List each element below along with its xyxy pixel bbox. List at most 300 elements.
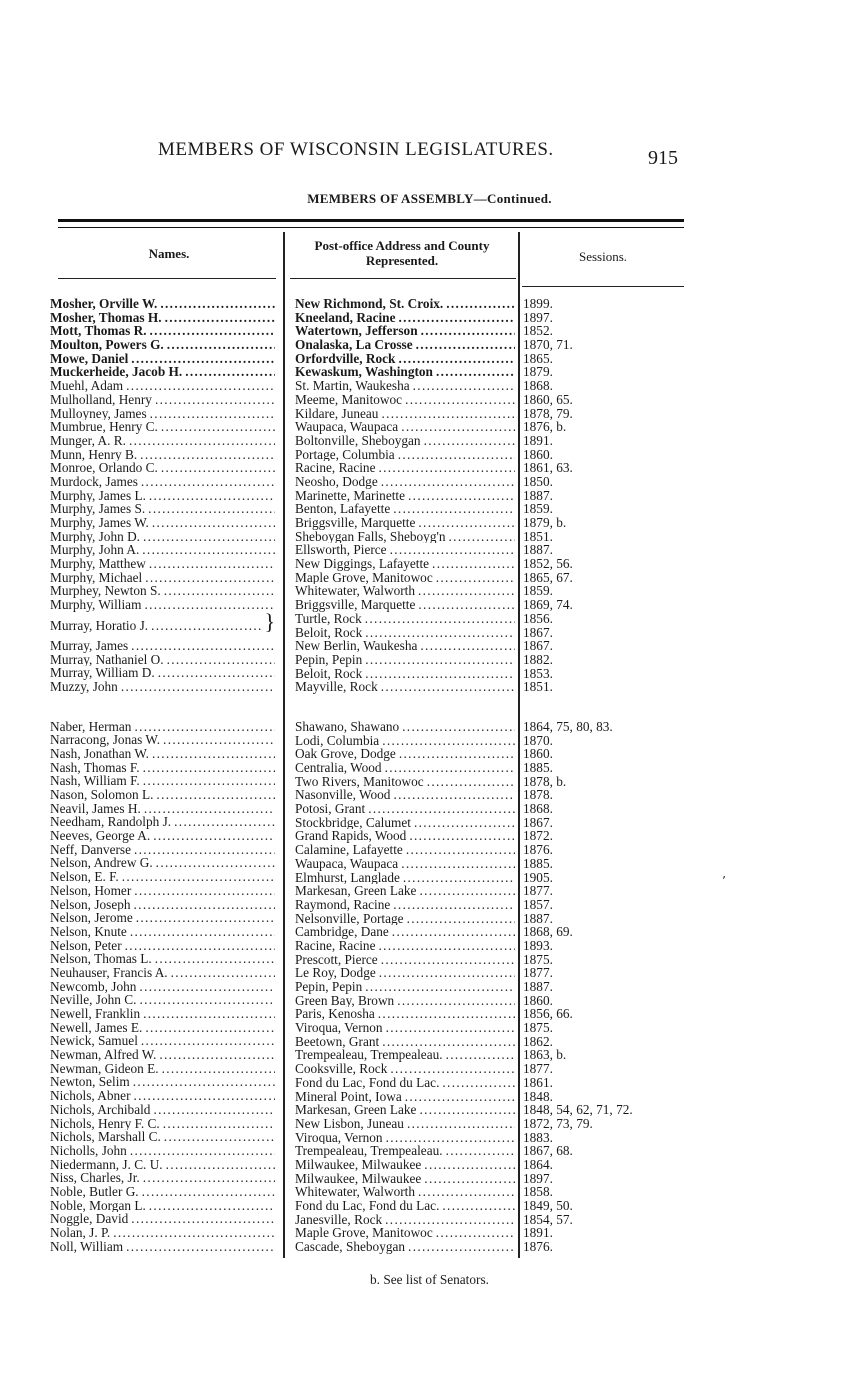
top-rule-thick: [58, 219, 684, 222]
leader-dots: [140, 448, 275, 462]
member-name-text: Muehl, Adam: [50, 379, 124, 393]
member-address: [295, 734, 515, 748]
member-address: [295, 365, 515, 379]
member-name-text: Mulloyney, James: [50, 406, 147, 421]
member-address-text: Stockbridge, Calumet: [295, 815, 411, 830]
member-name: [50, 530, 275, 544]
leader-dots: [436, 365, 515, 379]
leader-dots: [381, 407, 515, 421]
leader-dots: [446, 297, 515, 311]
member-sessions: [523, 939, 663, 953]
member-name-text: Murphy, John D.: [50, 529, 141, 544]
member-name-text: Neuhauser, Francis A.: [50, 965, 168, 980]
member-address: [295, 939, 515, 953]
member-name: [50, 1158, 275, 1172]
member-sessions: [523, 571, 663, 585]
leader-dots: [378, 1007, 515, 1021]
member-name-text: Newell, Franklin: [50, 1007, 141, 1021]
member-sessions-text: 1852.: [523, 324, 553, 339]
leader-dots: [424, 1158, 515, 1172]
leader-dots: [161, 461, 275, 475]
member-name: [50, 1117, 275, 1131]
member-name-text: Noble, Morgan L.: [50, 1198, 146, 1213]
leader-dots: [365, 626, 515, 640]
member-name: [50, 1240, 275, 1254]
member-address: [295, 1144, 515, 1158]
member-sessions: [523, 775, 663, 789]
leader-dots: [416, 338, 515, 352]
member-address: [295, 557, 515, 571]
footnote: b. See list of Senators.: [370, 1272, 489, 1287]
member-sessions: [523, 365, 663, 379]
member-address: [295, 1240, 515, 1254]
leader-dots: [144, 598, 275, 612]
member-address: [295, 1007, 515, 1021]
leader-dots: [365, 653, 515, 667]
member-address: [295, 667, 515, 681]
member-sessions: [523, 747, 663, 761]
member-sessions-text: 1870.: [523, 733, 553, 748]
member-sessions: [523, 788, 663, 802]
member-address-text: Briggsville, Marquette: [295, 598, 416, 612]
member-name-text: Noble, Butler G.: [50, 1184, 139, 1199]
leader-dots: [113, 1226, 275, 1240]
member-sessions-text: 1851.: [523, 680, 553, 694]
member-name: [50, 1103, 275, 1117]
leader-dots: [164, 584, 275, 598]
member-sessions-text: 1905.: [523, 870, 553, 885]
member-address-text: Cascade, Sheboygan: [295, 1240, 406, 1254]
leader-dots: [161, 420, 275, 434]
member-name-text: Nelson, Knute: [50, 924, 127, 939]
member-name-text: Nichols, Marshall C.: [50, 1130, 161, 1144]
member-name: [50, 788, 275, 802]
member-address-text: Meeme, Manitowoc: [295, 392, 403, 407]
member-name: [50, 952, 275, 966]
member-name-text: Nash, Jonathan W.: [50, 746, 149, 761]
member-sessions: [523, 720, 663, 734]
member-address: [295, 311, 515, 325]
member-address-text: Grand Rapids, Wood: [295, 829, 407, 844]
member-name-text: Newman, Alfred W.: [50, 1048, 157, 1062]
member-name: [50, 1171, 275, 1185]
member-sessions: [523, 802, 663, 816]
leader-dots: [379, 966, 515, 980]
leader-dots: [393, 788, 515, 802]
member-address: [295, 788, 515, 802]
member-address-text: Mayville, Rock: [295, 680, 378, 694]
member-name-text: Murray, Nathaniel O.: [50, 652, 164, 667]
member-name-text: Nelson, Andrew G.: [50, 856, 153, 871]
member-sessions: [523, 434, 663, 448]
member-sessions-text: 1879, b.: [523, 516, 567, 530]
member-sessions-text: 1875.: [523, 952, 553, 967]
member-address: [295, 297, 515, 311]
member-address-text: Sheboygan Falls, Sheboyg'n: [295, 529, 446, 544]
member-sessions-text: 1864, 75, 80, 83.: [523, 719, 613, 734]
member-address: [295, 1131, 515, 1145]
member-name: [50, 338, 275, 352]
member-name: [50, 1226, 275, 1240]
member-name-text: Monroe, Orlando C.: [50, 461, 158, 475]
member-sessions-text: 1860.: [523, 747, 553, 761]
member-address-text: New Lisbon, Juneau: [295, 1116, 404, 1131]
member-name: [50, 584, 275, 598]
member-sessions-text: 1876.: [523, 1240, 553, 1254]
member-name-text: Nelson, Homer: [50, 883, 132, 898]
member-address: [295, 857, 515, 871]
member-sessions: [523, 530, 663, 544]
addresses-column: [295, 297, 515, 1254]
member-address: [295, 1090, 515, 1104]
leader-dots: [142, 1185, 275, 1199]
member-name: [50, 516, 275, 530]
member-address-text: Milwaukee, Milwaukee: [295, 1157, 422, 1172]
member-sessions-text: 1897.: [523, 1171, 553, 1186]
member-address-text: Maple Grove, Manitowoc: [295, 1226, 433, 1241]
group-spacer: [295, 694, 515, 720]
member-sessions-text: 1877.: [523, 884, 553, 898]
member-name: [50, 761, 275, 775]
leader-dots: [171, 966, 275, 980]
member-sessions: [523, 898, 663, 912]
member-sessions: [523, 338, 663, 352]
member-sessions: [523, 639, 663, 653]
leader-dots: [365, 667, 515, 681]
member-name: [50, 612, 275, 639]
member-name-text: Murray, James: [50, 638, 129, 653]
member-name: [50, 993, 275, 1007]
member-name-text: Mosher, Orville W.: [50, 297, 158, 311]
leader-dots: [139, 993, 275, 1007]
leader-dots: [165, 311, 275, 325]
member-address-text: Whitewater, Walworth: [295, 1185, 415, 1199]
member-sessions-text: 1887.: [523, 543, 553, 558]
member-address-text: Centralia, Wood: [295, 761, 382, 775]
member-sessions: [523, 980, 663, 994]
member-address-text: Nelsonville, Portage: [295, 911, 404, 926]
leader-dots: [365, 980, 515, 994]
member-sessions-text: 1893.: [523, 938, 553, 953]
member-name-text: Noll, William: [50, 1239, 124, 1254]
member-sessions: [523, 297, 663, 311]
member-address-text: Paris, Kenosha: [295, 1007, 375, 1022]
column-divider-left: [283, 232, 285, 1258]
leader-dots: [398, 448, 515, 462]
member-sessions: [523, 857, 663, 871]
member-name-text: Nichols, Archibald: [50, 1102, 151, 1117]
member-sessions-text: 1848.: [523, 1089, 553, 1104]
member-sessions: [523, 516, 663, 530]
leader-dots: [409, 829, 515, 843]
leader-dots: [449, 530, 515, 544]
leader-dots: [134, 843, 275, 857]
member-name: [50, 475, 275, 489]
sessions-column: [523, 297, 663, 1254]
member-address: [295, 953, 515, 967]
member-sessions: [523, 393, 663, 407]
member-sessions-text: 1882.: [523, 652, 553, 667]
member-name: [50, 1089, 275, 1103]
member-sessions-text: 1868.: [523, 379, 553, 393]
member-address: [295, 1226, 515, 1240]
member-address-text: Pepin, Pepin: [295, 652, 363, 667]
member-name-text: Nason, Solomon L.: [50, 788, 154, 802]
leader-dots: [133, 1075, 275, 1089]
member-sessions-text: 1878.: [523, 788, 553, 803]
leader-dots: [185, 365, 275, 379]
member-sessions-text: 1865, 67.: [523, 570, 573, 585]
member-sessions-text: 1863, b.: [523, 1048, 567, 1063]
leader-dots: [148, 502, 275, 516]
leader-dots: [381, 953, 515, 967]
member-address-text: New Diggings, Lafayette: [295, 557, 430, 571]
stray-mark: ’: [722, 874, 726, 888]
member-address: [295, 884, 515, 898]
member-address: [295, 1199, 515, 1213]
member-name: [50, 420, 275, 434]
member-address: [295, 489, 515, 503]
member-address: [295, 338, 515, 352]
member-address: [295, 612, 515, 626]
leader-dots: [408, 1240, 515, 1254]
member-address-text: Benton, Lafayette: [295, 502, 391, 516]
leader-dots: [399, 747, 515, 761]
member-name-text: Naber, Herman: [50, 719, 132, 734]
member-address-text: Raymond, Racine: [295, 897, 391, 912]
member-address: [295, 352, 515, 366]
member-address-text: Shawano, Shawano: [295, 719, 400, 734]
member-sessions-text: 1854, 57.: [523, 1212, 573, 1227]
member-name: [50, 856, 275, 870]
member-name: [50, 1144, 275, 1158]
leader-dots: [442, 1076, 515, 1090]
leader-dots: [131, 1212, 275, 1226]
member-address-text: Kewaskum, Washington: [295, 365, 433, 380]
member-sessions: [523, 1062, 663, 1076]
leader-dots: [418, 584, 515, 598]
member-address: [295, 393, 515, 407]
member-address-text: Whitewater, Walworth: [295, 584, 415, 599]
member-name: [50, 434, 275, 448]
leader-dots: [150, 407, 275, 421]
member-address-text: Beetown, Grant: [295, 1034, 380, 1049]
member-name: [50, 598, 275, 612]
member-sessions-text: 1857.: [523, 897, 553, 912]
member-sessions: [523, 843, 663, 857]
leader-dots: [365, 612, 515, 626]
leader-dots: [393, 898, 515, 912]
member-name: [50, 815, 275, 829]
member-sessions-text: 1868, 69.: [523, 925, 573, 939]
member-name-text: Murphey, Newton S.: [50, 584, 161, 599]
leader-dots: [401, 420, 515, 434]
leader-dots: [378, 939, 515, 953]
leader-dots: [386, 1021, 515, 1035]
member-address-text: Turtle, Rock: [295, 611, 362, 626]
leader-dots: [134, 1089, 275, 1103]
member-sessions: [523, 761, 663, 775]
member-name: [50, 802, 275, 816]
member-sessions: [523, 584, 663, 598]
leader-dots: [145, 571, 275, 585]
member-address-text: Fond du Lac, Fond du Lac.: [295, 1199, 440, 1213]
leader-dots: [418, 1185, 515, 1199]
member-address-text: Calamine, Lafayette: [295, 843, 403, 857]
member-sessions-text: 1885.: [523, 856, 553, 871]
leader-dots: [122, 870, 275, 884]
member-address: [295, 720, 515, 734]
member-address-text: Janesville, Rock: [295, 1212, 383, 1227]
leader-dots: [407, 1117, 515, 1131]
member-address: [295, 530, 515, 544]
member-sessions: [523, 1021, 663, 1035]
member-name-text: Mowe, Daniel: [50, 351, 129, 366]
member-sessions-text: 1872.: [523, 829, 553, 844]
leader-dots: [131, 352, 275, 366]
member-address: [295, 871, 515, 885]
member-name-text: Newton, Selim: [50, 1075, 130, 1090]
member-sessions-text: 1850.: [523, 474, 553, 489]
member-name: [50, 1130, 275, 1144]
leader-dots: [166, 1158, 275, 1172]
member-name-text: Nash, William F.: [50, 774, 140, 788]
leader-dots: [418, 598, 515, 612]
member-name: [50, 898, 275, 912]
member-sessions-text: 1867.: [523, 815, 553, 830]
leader-dots: [442, 1199, 515, 1213]
member-sessions: [523, 994, 663, 1008]
member-name-text: Munn, Henry B.: [50, 447, 138, 462]
member-name-text: Murray, Horatio J.: [50, 617, 149, 633]
member-sessions-text: 1875.: [523, 1021, 553, 1035]
member-address: [295, 475, 515, 489]
member-sessions: [523, 612, 663, 626]
leader-dots: [149, 489, 275, 503]
leader-dots: [125, 939, 275, 953]
member-sessions: [523, 1158, 663, 1172]
member-address: [295, 502, 515, 516]
member-sessions-text: 1861, 63.: [523, 461, 573, 475]
member-address-text: Elmhurst, Langlade: [295, 870, 400, 885]
member-sessions-text: 1877.: [523, 1062, 553, 1076]
member-address-text: Viroqua, Vernon: [295, 1130, 383, 1145]
member-sessions-text: 1861.: [523, 1075, 553, 1090]
leader-dots: [149, 557, 275, 571]
leader-dots: [136, 911, 275, 925]
member-sessions: [523, 925, 663, 939]
member-sessions-text: 1856.: [523, 611, 553, 626]
member-sessions-text: 1878, b.: [523, 774, 567, 789]
member-address-text: Ellsworth, Pierce: [295, 543, 387, 558]
member-sessions: [523, 1035, 663, 1049]
member-address-text: New Berlin, Waukesha: [295, 639, 418, 653]
leader-dots: [143, 1007, 275, 1021]
leader-dots: [155, 952, 275, 966]
page-number: 915: [648, 147, 678, 169]
member-sessions: [523, 1131, 663, 1145]
member-address-text: New Richmond, St. Croix.: [295, 297, 444, 311]
member-address: [295, 571, 515, 585]
leader-dots: [419, 1103, 515, 1117]
member-name-text: Nelson, Jerome: [50, 911, 133, 925]
member-address-text: Kneeland, Racine: [295, 310, 396, 325]
leader-dots: [385, 1213, 515, 1227]
leader-dots: [381, 680, 515, 694]
member-sessions-text: 1891.: [523, 1226, 553, 1241]
names-column: [50, 297, 275, 1253]
column-header-names: Names.: [148, 246, 190, 261]
member-sessions: [523, 1226, 663, 1240]
member-address-text: Trempealeau, Trempealeau.: [295, 1144, 443, 1158]
member-sessions-text: 1883.: [523, 1130, 553, 1145]
member-name: [50, 1048, 275, 1062]
member-sessions-text: 1872, 73, 79.: [523, 1116, 593, 1131]
member-address-text: Markesan, Green Lake: [295, 1103, 417, 1117]
member-address-text: Waupaca, Waupaca: [295, 856, 399, 871]
leader-dots: [390, 1062, 515, 1076]
leader-dots: [121, 680, 275, 694]
member-sessions: [523, 502, 663, 516]
member-sessions-text: 1848, 54, 62, 71, 72.: [523, 1103, 633, 1117]
leader-dots: [378, 461, 515, 475]
member-name-text: Murphy, John A.: [50, 543, 140, 558]
member-name: [50, 843, 275, 857]
leader-dots: [421, 324, 515, 338]
leader-dots: [152, 747, 275, 761]
leader-dots: [164, 1130, 275, 1144]
member-address: [295, 461, 515, 475]
leader-dots: [424, 434, 515, 448]
member-name-text: Nelson, Peter: [50, 938, 122, 953]
leader-dots: [159, 1048, 275, 1062]
leader-dots: [397, 994, 515, 1008]
leader-dots: [167, 653, 275, 667]
member-name-text: Mulholland, Henry: [50, 392, 152, 407]
leader-dots: [126, 379, 275, 393]
leader-dots: [436, 1226, 515, 1240]
leader-dots: [130, 1144, 275, 1158]
leader-dots: [131, 639, 275, 653]
leader-dots: [156, 788, 275, 802]
column-divider-right: [518, 232, 520, 1258]
leader-dots: [385, 761, 515, 775]
leader-dots: [153, 1103, 275, 1117]
member-name-text: Newcomb, John: [50, 979, 137, 994]
member-address-text: Racine, Racine: [295, 461, 376, 475]
leader-dots: [134, 898, 275, 912]
leader-dots: [392, 925, 515, 939]
leader-dots: [144, 802, 275, 816]
member-address: [295, 1185, 515, 1199]
member-name-text: Neville, John C.: [50, 993, 137, 1007]
member-sessions-text: 1876, b.: [523, 420, 567, 434]
leader-dots: [134, 884, 275, 898]
leader-dots: [126, 1240, 275, 1254]
member-name-text: Niss, Charles, Jr.: [50, 1171, 140, 1185]
member-name: [50, 911, 275, 925]
member-name: [50, 870, 275, 884]
member-address: [295, 966, 515, 980]
member-address: [295, 816, 515, 830]
member-name: [50, 1062, 275, 1076]
member-sessions: [523, 1144, 663, 1158]
member-address: [295, 324, 515, 338]
member-sessions-text: 1851.: [523, 529, 553, 544]
member-sessions: [523, 626, 663, 640]
leader-dots: [160, 297, 275, 311]
leader-dots: [405, 393, 515, 407]
